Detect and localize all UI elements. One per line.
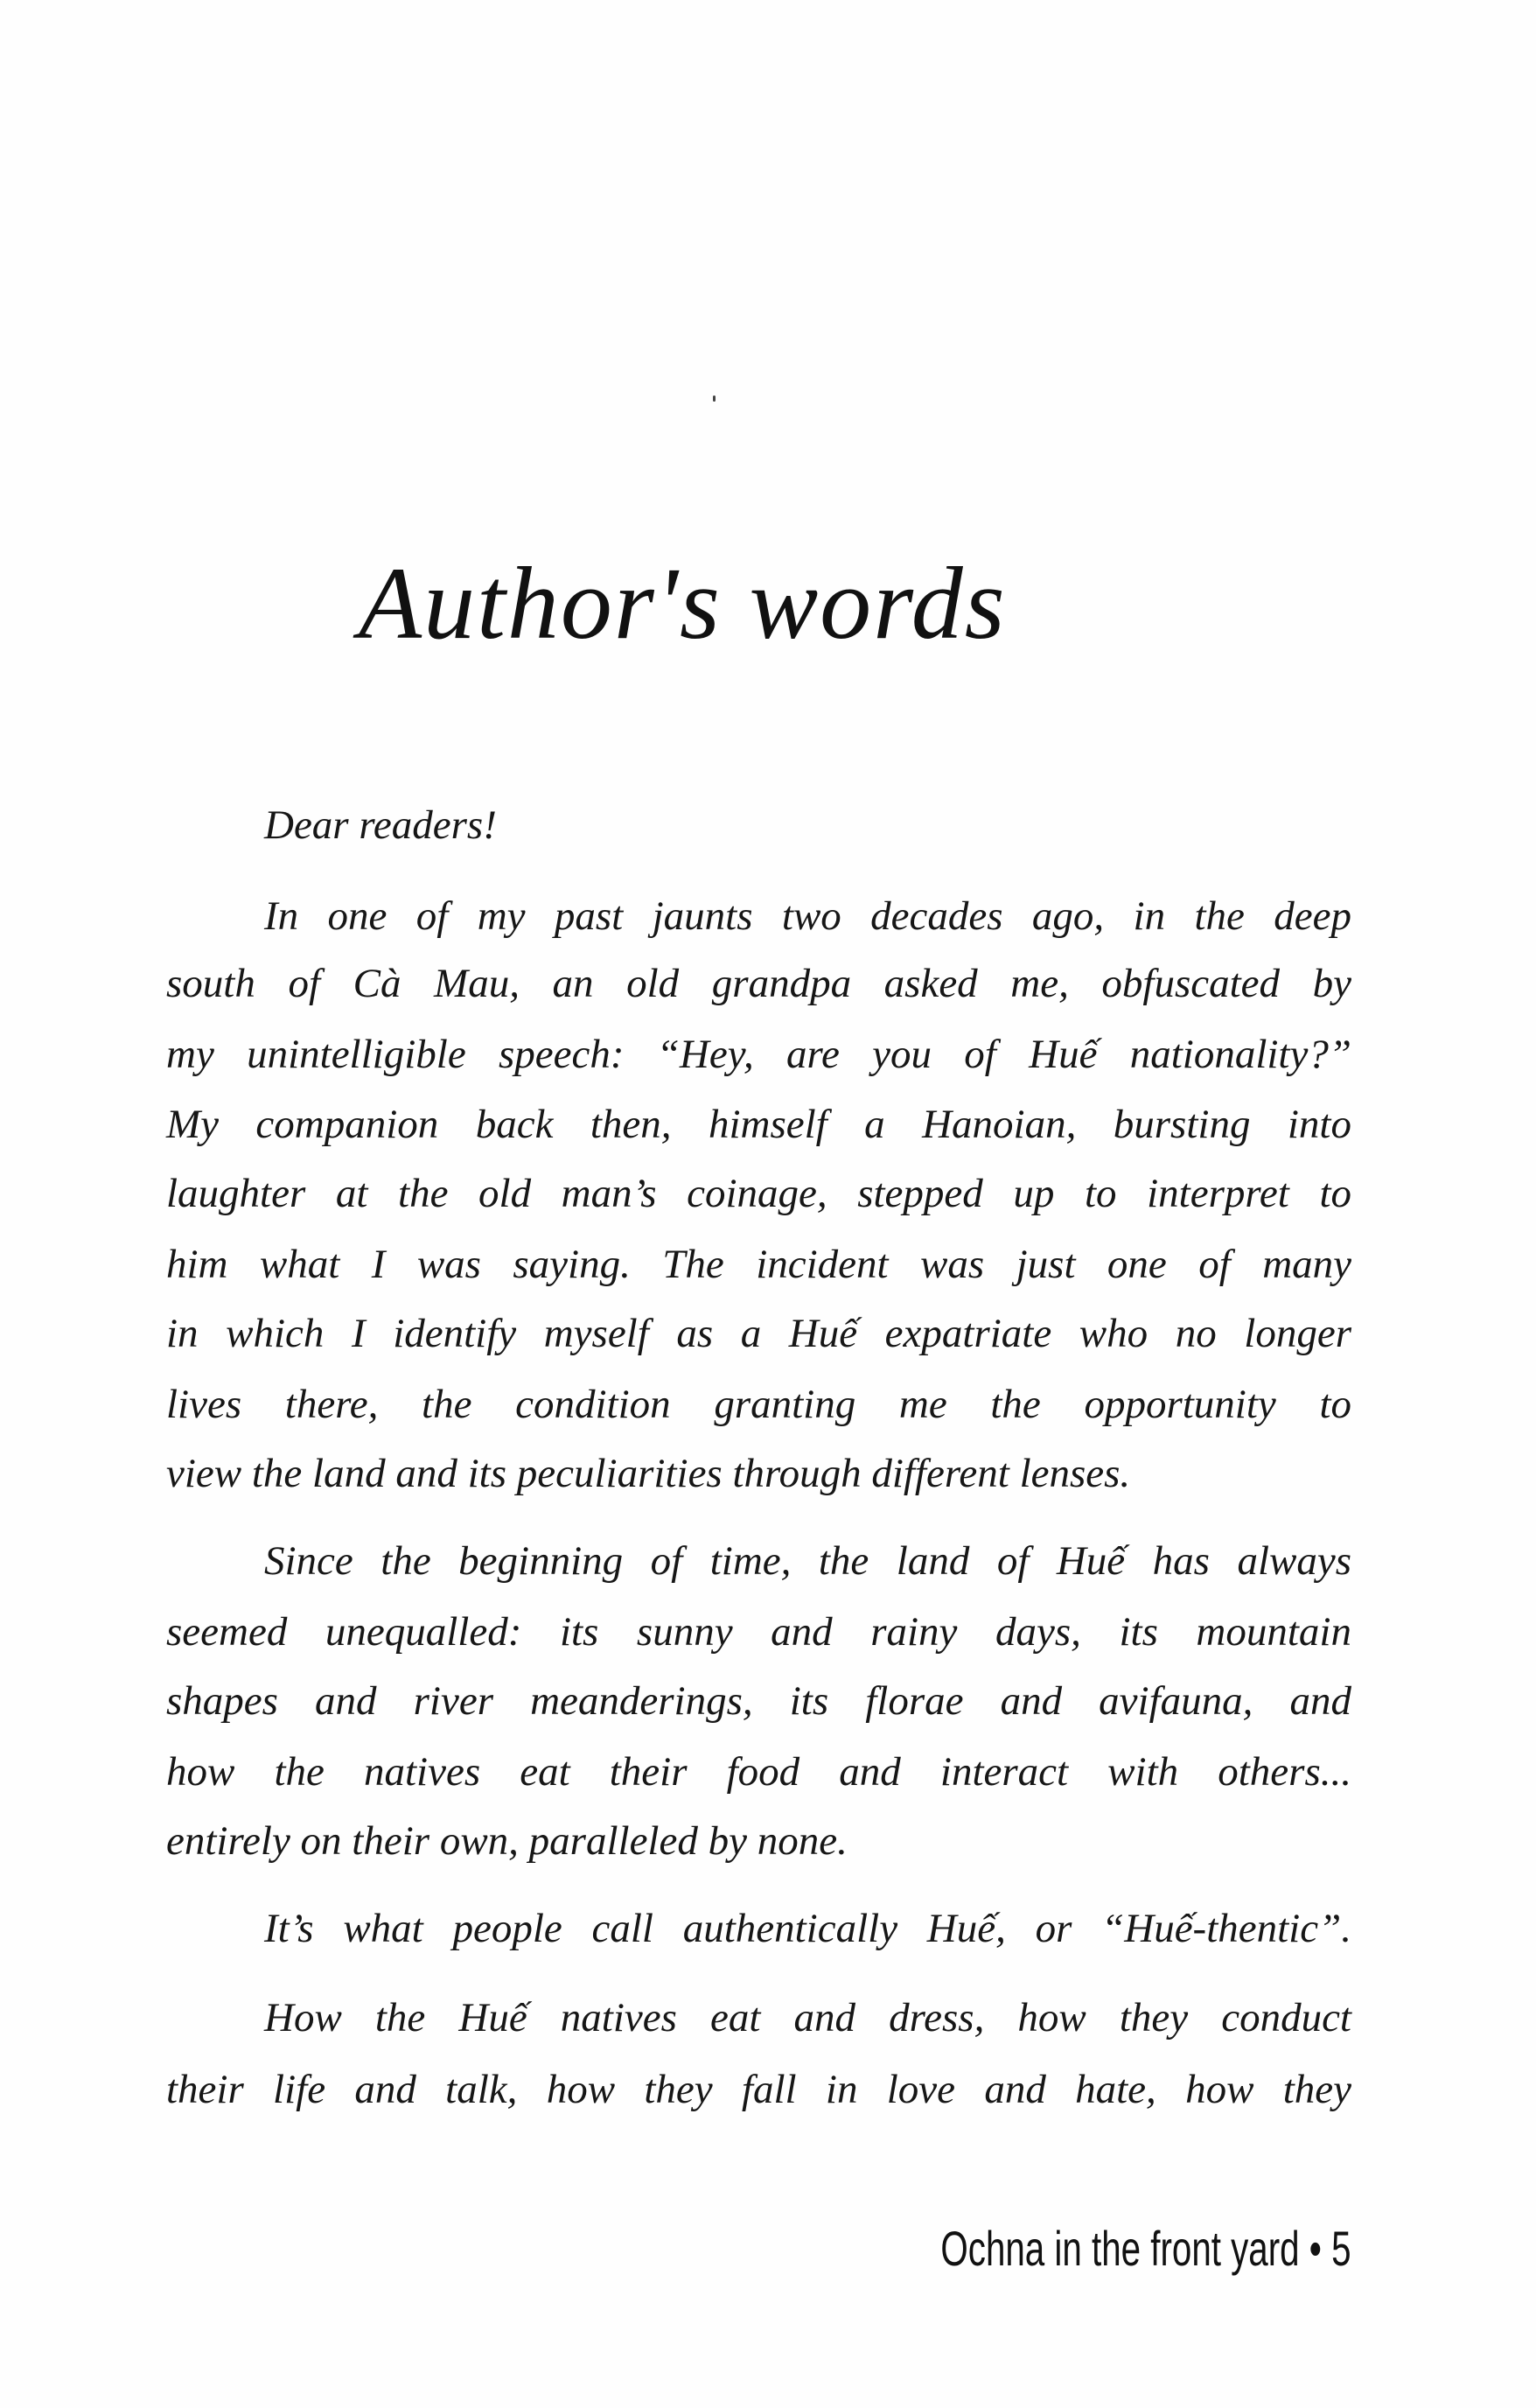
bullet-separator: • <box>1309 2221 1323 2276</box>
text-line: their life and talk, how they fall in love and hate, how they <box>166 2067 1351 2112</box>
print-speck <box>713 396 716 402</box>
text-line: south of Cà Mau, an old grandpa asked me, obfuscated by <box>166 961 1351 1006</box>
text-line: in which I identify myself as a Huế expatriate who no longer <box>166 1311 1351 1356</box>
page-number: 5 <box>1331 2221 1351 2276</box>
text-line: shapes and river meanderings, its florae and avifauna, and <box>166 1678 1351 1724</box>
text-line: lives there, the condition granting me the opportunity to <box>166 1382 1351 1427</box>
salutation: Dear readers! <box>264 802 497 848</box>
text-line: view the land and its peculiarities through different lenses. <box>166 1451 1131 1496</box>
text-line: entirely on their own, paralleled by none. <box>166 1818 848 1864</box>
text-line: In one of my past jaunts two decades ago, in the deep <box>264 893 1351 939</box>
text-line: how the natives eat their food and interact with others... <box>166 1749 1351 1795</box>
text-line: My companion back then, himself a Hanoian, bursting into <box>166 1102 1351 1147</box>
text-line: How the Huế natives eat and dress, how they conduct <box>264 1995 1351 2040</box>
running-title: Ochna in the front yard <box>940 2221 1301 2276</box>
text-line: my unintelligible speech: “Hey, are you of Huế nationality?” <box>166 1032 1351 1077</box>
chapter-title: Author's words <box>359 546 1007 661</box>
page-footer <box>941 2218 1351 2279</box>
text-line: him what I was saying. The incident was just one of many <box>166 1242 1351 1287</box>
text-line: Since the beginning of time, the land of Huế has always <box>264 1538 1351 1584</box>
text-line: It’s what people call authentically Huế, or “Huế-thentic”. <box>264 1906 1351 1951</box>
text-line: seemed unequalled: its sunny and rainy days, its mountain <box>166 1609 1351 1655</box>
text-line: laughter at the old man’s coinage, stepped up to interpret to <box>166 1171 1351 1216</box>
